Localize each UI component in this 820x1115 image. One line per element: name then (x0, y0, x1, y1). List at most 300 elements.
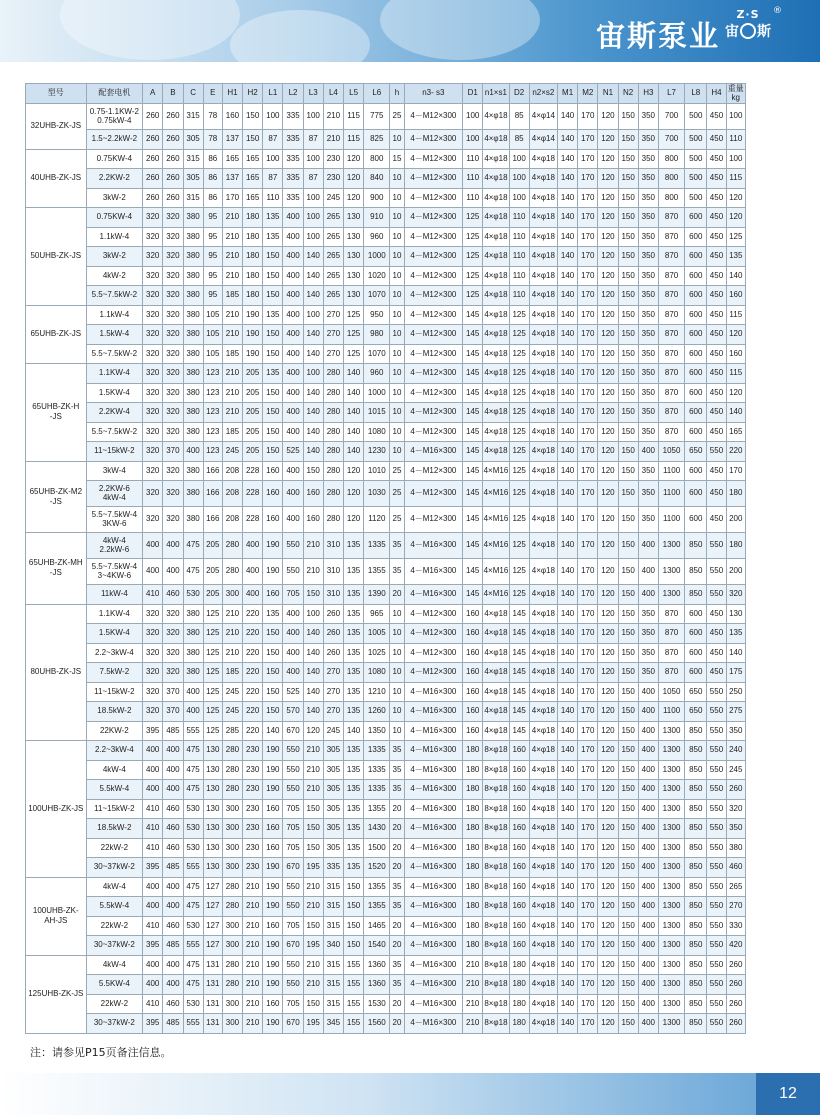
value-cell: 105 (203, 344, 222, 364)
value-cell: 210 (303, 975, 323, 995)
value-cell: 450 (707, 364, 726, 384)
motor-cell: 11kW-4 (86, 585, 143, 605)
value-cell: 140 (558, 643, 578, 663)
value-cell: 550 (707, 702, 726, 722)
value-cell: 150 (618, 780, 638, 800)
value-cell: 210 (323, 130, 343, 150)
value-cell: 210 (303, 741, 323, 761)
value-cell: 400 (163, 559, 183, 585)
value-cell: 170 (578, 975, 598, 995)
value-cell: 120 (598, 227, 618, 247)
value-cell: 485 (163, 858, 183, 878)
value-cell: 800 (658, 188, 684, 208)
value-cell: 400 (638, 975, 658, 995)
value-cell: 1300 (658, 936, 684, 956)
value-cell: 1335 (364, 741, 390, 761)
value-cell: 4－M16×300 (404, 442, 463, 462)
pump-spec-table (25, 83, 746, 1034)
value-cell: 25 (390, 104, 404, 130)
value-cell: 245 (323, 188, 343, 208)
value-cell: 127 (203, 916, 222, 936)
motor-cell: 5.5KW-4 (86, 975, 143, 995)
value-cell: 395 (143, 936, 163, 956)
value-cell: 960 (364, 364, 390, 384)
value-cell: 400 (243, 533, 263, 559)
value-cell: 180 (726, 481, 745, 507)
value-cell: 1050 (658, 682, 684, 702)
value-cell: 550 (283, 897, 303, 917)
value-cell: 4－M12×300 (404, 643, 463, 663)
value-cell: 170 (578, 604, 598, 624)
value-cell: 210 (222, 643, 242, 663)
value-cell: 550 (707, 994, 726, 1014)
value-cell: 210 (243, 975, 263, 995)
value-cell: 4×φ18 (529, 533, 557, 559)
value-cell: 550 (707, 721, 726, 741)
value-cell: 670 (283, 936, 303, 956)
value-cell: 400 (283, 227, 303, 247)
motor-cell: 5.5~7.5kW-2 (86, 286, 143, 306)
value-cell: 4－M12×300 (404, 403, 463, 423)
value-cell: 135 (263, 208, 283, 228)
footnote: 注：请参见P15页备注信息。 (30, 1046, 172, 1059)
value-cell: 350 (638, 344, 658, 364)
value-cell: 125 (343, 305, 363, 325)
value-cell: 170 (726, 461, 745, 481)
value-cell: 25 (390, 481, 404, 507)
value-cell: 4×φ18 (529, 227, 557, 247)
value-cell: 150 (343, 936, 363, 956)
value-cell: 705 (283, 994, 303, 1014)
value-cell: 4×φ18 (483, 208, 509, 228)
value-cell: 4×φ18 (529, 422, 557, 442)
value-cell: 150 (618, 130, 638, 150)
value-cell: 150 (618, 481, 638, 507)
value-cell: 1300 (658, 760, 684, 780)
value-cell: 850 (685, 936, 707, 956)
value-cell: 380 (183, 663, 203, 683)
value-cell: 35 (390, 760, 404, 780)
value-cell: 10 (390, 227, 404, 247)
value-cell: 87 (263, 130, 283, 150)
table-row (26, 481, 746, 507)
value-cell: 180 (463, 780, 483, 800)
value-cell: 170 (578, 169, 598, 189)
value-cell: 140 (558, 266, 578, 286)
column-header: L4 (323, 84, 343, 104)
value-cell: 4－M16×300 (404, 702, 463, 722)
value-cell: 140 (263, 721, 283, 741)
value-cell: 8×φ18 (483, 780, 509, 800)
value-cell: 125 (509, 533, 529, 559)
value-cell: 120 (598, 1014, 618, 1034)
value-cell: 600 (685, 325, 707, 345)
value-cell: 4－M16×300 (404, 585, 463, 605)
value-cell: 870 (658, 364, 684, 384)
value-cell: 320 (143, 422, 163, 442)
value-cell: 4－M12×300 (404, 383, 463, 403)
value-cell: 350 (638, 507, 658, 533)
value-cell: 125 (509, 559, 529, 585)
value-cell: 20 (390, 994, 404, 1014)
value-cell: 160 (463, 702, 483, 722)
value-cell: 180 (243, 286, 263, 306)
value-cell: 850 (685, 916, 707, 936)
value-cell: 550 (707, 1014, 726, 1034)
value-cell: 140 (303, 266, 323, 286)
value-cell: 450 (707, 188, 726, 208)
motor-cell: 1.1KW-4 (86, 364, 143, 384)
value-cell: 4×φ14 (529, 130, 557, 150)
value-cell: 4×φ18 (529, 149, 557, 169)
value-cell: 150 (618, 624, 638, 644)
value-cell: 135 (263, 227, 283, 247)
value-cell: 335 (283, 149, 303, 169)
value-cell: 450 (707, 643, 726, 663)
value-cell: 315 (323, 994, 343, 1014)
value-cell: 120 (343, 481, 363, 507)
table-row (26, 877, 746, 897)
value-cell: 260 (163, 169, 183, 189)
value-cell: 4×φ18 (483, 104, 509, 130)
value-cell: 450 (707, 344, 726, 364)
value-cell: 10 (390, 364, 404, 384)
value-cell: 220 (243, 604, 263, 624)
value-cell: 150 (618, 461, 638, 481)
value-cell: 120 (598, 169, 618, 189)
value-cell: 600 (685, 604, 707, 624)
value-cell: 210 (303, 533, 323, 559)
value-cell: 4－M12×300 (404, 481, 463, 507)
value-cell: 600 (685, 227, 707, 247)
value-cell: 840 (364, 169, 390, 189)
table-row (26, 104, 746, 130)
value-cell: 670 (283, 721, 303, 741)
value-cell: 140 (558, 741, 578, 761)
value-cell: 1100 (658, 481, 684, 507)
value-cell: 370 (163, 702, 183, 722)
value-cell: 600 (685, 286, 707, 306)
motor-cell: 22KW-2 (86, 721, 143, 741)
value-cell: 260 (726, 955, 745, 975)
value-cell: 190 (263, 858, 283, 878)
value-cell: 150 (618, 533, 638, 559)
value-cell: 400 (163, 877, 183, 897)
value-cell: 450 (707, 663, 726, 683)
value-cell: 210 (463, 994, 483, 1014)
value-cell: 150 (618, 442, 638, 462)
value-cell: 165 (726, 422, 745, 442)
motor-cell: 0.75KW-4 (86, 149, 143, 169)
value-cell: 600 (685, 383, 707, 403)
value-cell: 555 (183, 1014, 203, 1034)
motor-cell: 4kW-4 (86, 760, 143, 780)
value-cell: 380 (183, 364, 203, 384)
value-cell: 4×φ18 (529, 461, 557, 481)
motor-cell: 22kW-2 (86, 994, 143, 1014)
value-cell: 230 (323, 149, 343, 169)
value-cell: 775 (364, 104, 390, 130)
table-row (26, 169, 746, 189)
value-cell: 530 (183, 994, 203, 1014)
value-cell: 4×φ18 (483, 130, 509, 150)
value-cell: 1080 (364, 422, 390, 442)
value-cell: 850 (685, 877, 707, 897)
motor-cell: 2.2~3kW-4 (86, 643, 143, 663)
value-cell: 170 (578, 533, 598, 559)
table-row (26, 364, 746, 384)
value-cell: 1540 (364, 936, 390, 956)
value-cell: 270 (323, 682, 343, 702)
value-cell: 170 (578, 481, 598, 507)
value-cell: 230 (243, 741, 263, 761)
value-cell: 100 (303, 604, 323, 624)
value-cell: 100 (463, 130, 483, 150)
value-cell: 350 (638, 130, 658, 150)
value-cell: 220 (243, 643, 263, 663)
value-cell: 350 (638, 383, 658, 403)
value-cell: 460 (163, 799, 183, 819)
value-cell: 170 (578, 585, 598, 605)
value-cell: 140 (558, 364, 578, 384)
value-cell: 4－M12×300 (404, 247, 463, 267)
value-cell: 460 (726, 858, 745, 878)
value-cell: 4－M12×300 (404, 130, 463, 150)
value-cell: 570 (283, 702, 303, 722)
value-cell: 280 (222, 877, 242, 897)
value-cell: 125 (343, 344, 363, 364)
value-cell: 10 (390, 130, 404, 150)
table-row (26, 838, 746, 858)
value-cell: 800 (658, 149, 684, 169)
value-cell: 300 (222, 819, 242, 839)
value-cell: 800 (658, 169, 684, 189)
value-cell: 4－M12×300 (404, 422, 463, 442)
value-cell: 150 (263, 403, 283, 423)
value-cell: 140 (343, 442, 363, 462)
value-cell: 1560 (364, 1014, 390, 1034)
value-cell: 4×φ18 (529, 403, 557, 423)
value-cell: 140 (726, 643, 745, 663)
value-cell: 1300 (658, 877, 684, 897)
value-cell: 450 (707, 130, 726, 150)
value-cell: 300 (222, 916, 242, 936)
value-cell: 4×φ18 (483, 188, 509, 208)
value-cell: 410 (143, 799, 163, 819)
value-cell: 400 (638, 897, 658, 917)
motor-cell: 5.5~7.5kW-2 (86, 422, 143, 442)
value-cell: 100 (303, 104, 323, 130)
value-cell: 130 (203, 858, 222, 878)
value-cell: 475 (183, 975, 203, 995)
value-cell: 180 (243, 227, 263, 247)
value-cell: 180 (509, 1014, 529, 1034)
value-cell: 320 (163, 325, 183, 345)
value-cell: 4－M12×300 (404, 286, 463, 306)
value-cell: 140 (558, 461, 578, 481)
value-cell: 170 (578, 266, 598, 286)
value-cell: 1300 (658, 975, 684, 995)
value-cell: 260 (143, 169, 163, 189)
value-cell: 140 (303, 247, 323, 267)
value-cell: 180 (463, 760, 483, 780)
value-cell: 450 (707, 169, 726, 189)
value-cell: 1080 (364, 663, 390, 683)
value-cell: 320 (143, 383, 163, 403)
value-cell: 350 (638, 403, 658, 423)
table-row (26, 741, 746, 761)
value-cell: 170 (578, 877, 598, 897)
value-cell: 210 (243, 877, 263, 897)
value-cell: 210 (243, 994, 263, 1014)
model-cell: 80UHB-ZK-JS (26, 604, 87, 741)
value-cell: 10 (390, 403, 404, 423)
value-cell: 160 (263, 994, 283, 1014)
value-cell: 125 (509, 383, 529, 403)
value-cell: 87 (303, 169, 323, 189)
value-cell: 320 (143, 344, 163, 364)
value-cell: 395 (143, 1014, 163, 1034)
value-cell: 120 (598, 507, 618, 533)
value-cell: 140 (558, 533, 578, 559)
value-cell: 310 (323, 585, 343, 605)
value-cell: 450 (707, 604, 726, 624)
value-cell: 705 (283, 819, 303, 839)
value-cell: 120 (598, 188, 618, 208)
value-cell: 160 (509, 799, 529, 819)
value-cell: 155 (343, 994, 363, 1014)
value-cell: 250 (726, 682, 745, 702)
value-cell: 4×φ18 (529, 585, 557, 605)
value-cell: 140 (558, 936, 578, 956)
value-cell: 20 (390, 936, 404, 956)
value-cell: 120 (598, 936, 618, 956)
value-cell: 230 (243, 838, 263, 858)
value-cell: 140 (558, 819, 578, 839)
logo-bottom (724, 21, 772, 41)
value-cell: 120 (598, 741, 618, 761)
value-cell: 550 (707, 760, 726, 780)
value-cell: 380 (183, 422, 203, 442)
motor-cell: 11~15kW-2 (86, 442, 143, 462)
value-cell: 320 (163, 286, 183, 306)
value-cell: 320 (143, 604, 163, 624)
value-cell: 140 (303, 663, 323, 683)
value-cell: 870 (658, 422, 684, 442)
value-cell: 105 (203, 305, 222, 325)
value-cell: 600 (685, 247, 707, 267)
value-cell: 140 (558, 702, 578, 722)
value-cell: 260 (163, 149, 183, 169)
value-cell: 150 (303, 799, 323, 819)
value-cell: 650 (685, 442, 707, 462)
value-cell: 150 (303, 916, 323, 936)
value-cell: 145 (509, 643, 529, 663)
value-cell: 600 (685, 624, 707, 644)
value-cell: 20 (390, 916, 404, 936)
value-cell: 900 (364, 188, 390, 208)
value-cell: 400 (143, 741, 163, 761)
value-cell: 131 (203, 955, 222, 975)
value-cell: 120 (598, 780, 618, 800)
value-cell: 335 (283, 188, 303, 208)
value-cell: 150 (618, 955, 638, 975)
value-cell: 350 (638, 266, 658, 286)
value-cell: 35 (390, 741, 404, 761)
value-cell: 170 (578, 780, 598, 800)
value-cell: 100 (303, 149, 323, 169)
value-cell: 1070 (364, 286, 390, 306)
value-cell: 165 (243, 169, 263, 189)
value-cell: 145 (509, 663, 529, 683)
value-cell: 35 (390, 877, 404, 897)
value-cell: 400 (638, 533, 658, 559)
value-cell: 280 (323, 364, 343, 384)
table-row (26, 975, 746, 995)
value-cell: 210 (222, 208, 242, 228)
value-cell: 870 (658, 227, 684, 247)
value-cell: 140 (558, 507, 578, 533)
value-cell: 160 (726, 286, 745, 306)
value-cell: 140 (303, 442, 323, 462)
value-cell: 4×φ18 (529, 721, 557, 741)
value-cell: 185 (222, 286, 242, 306)
value-cell: 120 (598, 403, 618, 423)
value-cell: 335 (283, 130, 303, 150)
value-cell: 190 (243, 305, 263, 325)
value-cell: 550 (707, 559, 726, 585)
value-cell: 410 (143, 819, 163, 839)
value-cell: 4×φ18 (529, 383, 557, 403)
value-cell: 850 (685, 819, 707, 839)
decor-blob (230, 10, 370, 62)
value-cell: 320 (163, 507, 183, 533)
motor-cell: 0.75KW-4 (86, 208, 143, 228)
value-cell: 230 (243, 780, 263, 800)
value-cell: 4－M12×300 (404, 344, 463, 364)
value-cell: 170 (578, 227, 598, 247)
value-cell: 305 (323, 819, 343, 839)
value-cell: 475 (183, 955, 203, 975)
value-cell: 280 (323, 383, 343, 403)
value-cell: 410 (143, 838, 163, 858)
value-cell: 120 (598, 819, 618, 839)
value-cell: 135 (343, 819, 363, 839)
value-cell: 380 (183, 643, 203, 663)
value-cell: 140 (343, 721, 363, 741)
value-cell: 4×φ18 (529, 1014, 557, 1034)
value-cell: 125 (509, 585, 529, 605)
value-cell: 150 (343, 916, 363, 936)
value-cell: 320 (143, 702, 163, 722)
value-cell: 20 (390, 1014, 404, 1034)
value-cell: 400 (283, 481, 303, 507)
value-cell: 320 (726, 585, 745, 605)
value-cell: 260 (323, 643, 343, 663)
value-cell: 210 (222, 227, 242, 247)
value-cell: 120 (598, 286, 618, 306)
column-header: 重量 kg (727, 84, 744, 102)
value-cell: 195 (303, 1014, 323, 1034)
value-cell: 140 (558, 169, 578, 189)
value-cell: 10 (390, 169, 404, 189)
value-cell: 555 (183, 936, 203, 956)
value-cell: 145 (463, 585, 483, 605)
motor-cell: 22kW-2 (86, 838, 143, 858)
value-cell: 850 (685, 741, 707, 761)
value-cell: 320 (726, 799, 745, 819)
value-cell: 200 (726, 559, 745, 585)
